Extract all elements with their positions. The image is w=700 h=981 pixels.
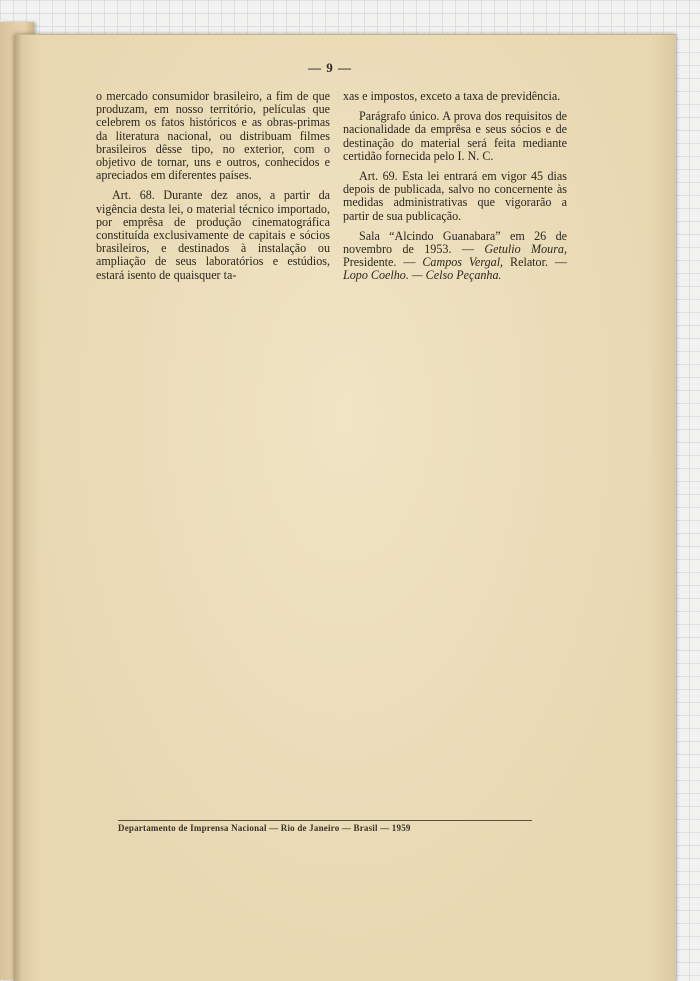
session-text: Sala “Alcindo Guanabara” em 26 de novembro de 1953. — xyxy=(343,228,567,257)
paragraph-continuation-right: xas e impostos, exceto a taxa de previdência. xyxy=(343,89,561,103)
president-name: Getulio Moura, xyxy=(484,242,567,257)
signatures-paragraph xyxy=(343,230,567,283)
page-fold-shadow xyxy=(14,35,22,981)
article-68: Art. 68. Durante dez anos, a partir da vigência desta lei, o material técnico importado, por emprêsa de produção cinematográfica constituída exclusivamente de capitais e sócios brasileiros, e destinados à instalação ou ampliação de seus laboratórios e estúdios, estará isento de quaisquer ta- xyxy=(96,188,330,282)
left-column xyxy=(96,90,330,289)
rapporteur-name: Campos Vergal, xyxy=(422,255,504,270)
article-69: Art. 69. Esta lei entrará em vigor 45 dias depois de publicada, salvo no concernente às medidas administrativas que vigorarão a partir de sua publicação. xyxy=(343,169,567,223)
imprint-text: Departamento de Imprensa Nacional — Rio de Janeiro — Brasil — 1959 xyxy=(118,823,411,833)
page-number: — 9 — xyxy=(308,60,352,75)
paragraph-continuation: o mercado consumidor brasileiro, a fim de que produzam, em nosso território, películas que celebrem os fatos históricos e as obras-primas da literatura nacional, ou distribuam filmes brasileiros dêsse tipo, no exterior, com o objetivo de tornar, uns e outros, conhecidos e apreciados em diferentes países. xyxy=(96,89,330,183)
right-column xyxy=(343,90,567,290)
president-role: Presidente. — xyxy=(343,255,423,270)
imprint-footer xyxy=(118,820,532,833)
paragrafo-unico: Parágrafo único. A prova dos requisitos de nacionalidade da emprêsa e seus sócios e de destinação do material será feita mediante certidão fornecida pelo I. N. C. xyxy=(343,109,567,163)
rapporteur-role: Relator. — xyxy=(503,255,567,270)
other-signatories: Lopo Coelho. — Celso Peçanha. xyxy=(343,268,502,283)
